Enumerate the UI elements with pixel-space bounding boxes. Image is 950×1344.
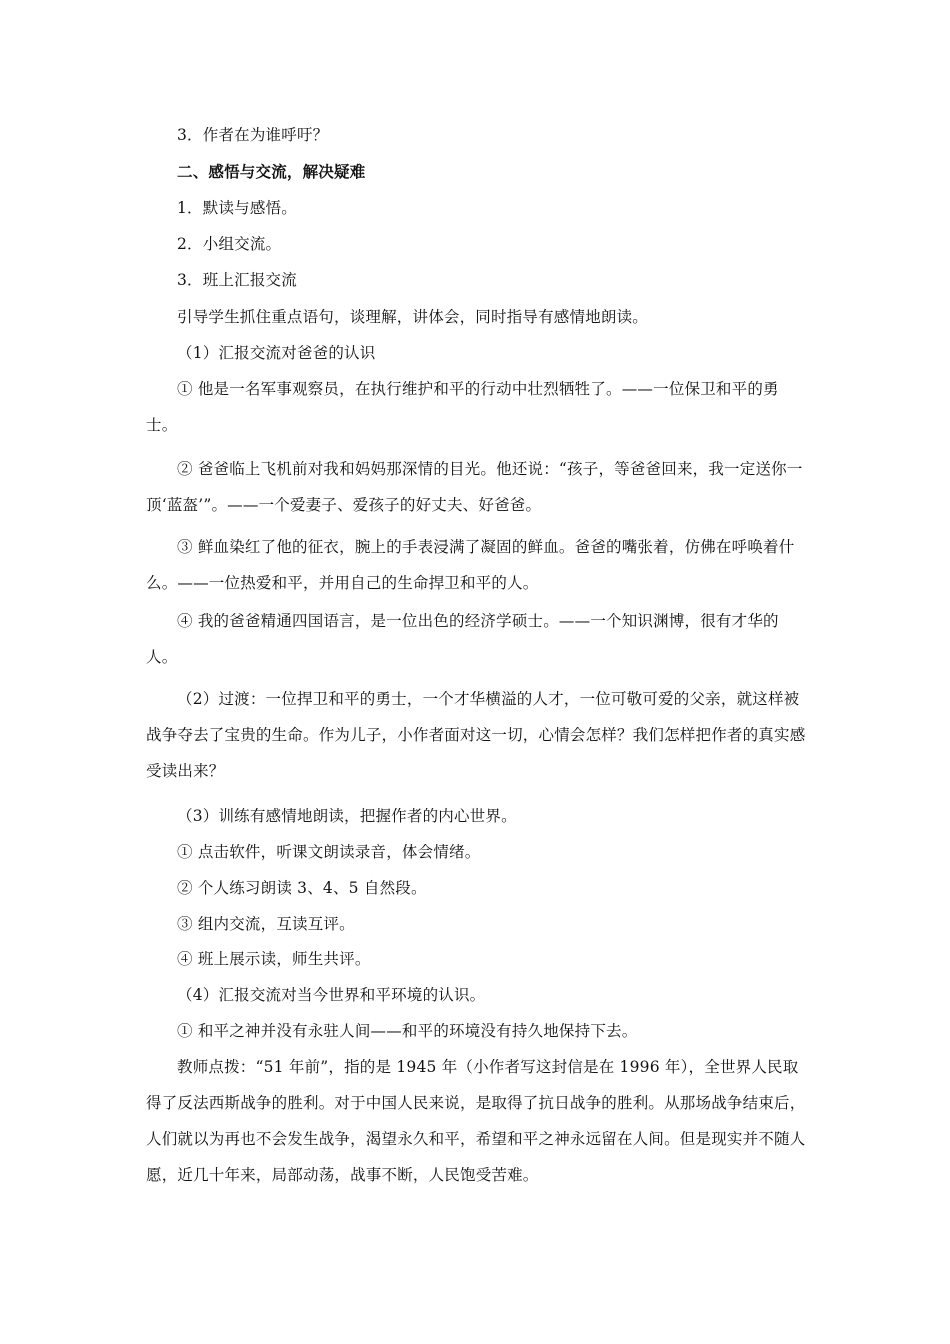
- reading-3: ③ 组内交流，互读互评。: [177, 915, 355, 933]
- section-heading: 二、感悟与交流，解决疑难: [177, 162, 366, 181]
- reading-4: ④ 班上展示读，师生共评。: [177, 950, 371, 968]
- reading-1: ① 点击软件，听课文朗读录音，体会情绪。: [177, 843, 481, 861]
- step-3: 3．班上汇报交流: [177, 271, 297, 289]
- step-2: 2．小组交流。: [177, 235, 282, 253]
- subheading-3: （3）训练有感情地朗读，把握作者的内心世界。: [177, 807, 517, 825]
- guide-paragraph: 引导学生抓住重点语句，谈理解，讲体会，同时指导有感情地朗读。: [177, 308, 649, 326]
- question-3: 3．作者在为谁呼吁？: [177, 126, 329, 144]
- reading-2: ② 个人练习朗读 3、4、5 自然段。: [177, 879, 427, 897]
- peace-1: ① 和平之神并没有永驻人间——和平的环境没有持久地保持下去。: [177, 1022, 638, 1040]
- item-3: ③ 鲜血染红了他的征衣，腕上的手表浸满了凝固的鲜血。爸爸的嘴张着，仿佛在呼唤着什么。——一位热爱和平，并用自己的生命捍卫和平的人。: [146, 538, 795, 592]
- step-1: 1．默读与感悟。: [177, 199, 297, 217]
- item-1: ① 他是一名军事观察员，在执行维护和平的行动中壮烈牺牲了。——一位保卫和平的勇士。: [146, 380, 779, 434]
- teacher-note: 教师点拨：“51 年前”，指的是 1945 年（小作者写这封信是在 1996 年），全世界人民取得了反法西斯战争的胜利。对于中国人民来说，是取得了抗日战争的胜利。从那场战争结束后，人们就以为再也不会发生战争，渴望永久和平，希望和平之神永远留在人间。但是现实并不随人愿，近几十年来，局部动荡，战事不断，人民饱受苦难。: [146, 1058, 806, 1184]
- subheading-1: （1）汇报交流对爸爸的认识: [177, 344, 376, 362]
- subheading-2: （2）过渡：一位捍卫和平的勇士，一个才华横溢的人才，一位可敬可爱的父亲，就这样被战争夺去了宝贵的生命。作为儿子，小作者面对这一切，心情会怎样？我们怎样把作者的真实感受读出来？: [146, 690, 806, 780]
- item-4: ④ 我的爸爸精通四国语言，是一位出色的经济学硕士。——一个知识渊博，很有才华的人。: [146, 612, 779, 666]
- subheading-4: （4）汇报交流对当今世界和平环境的认识。: [177, 986, 486, 1004]
- item-2: ② 爸爸临上飞机前对我和妈妈那深情的目光。他还说：“孩子，等爸爸回来，我一定送你一顶‘蓝盔’”。——一个爱妻子、爱孩子的好丈夫、好爸爸。: [146, 460, 803, 514]
